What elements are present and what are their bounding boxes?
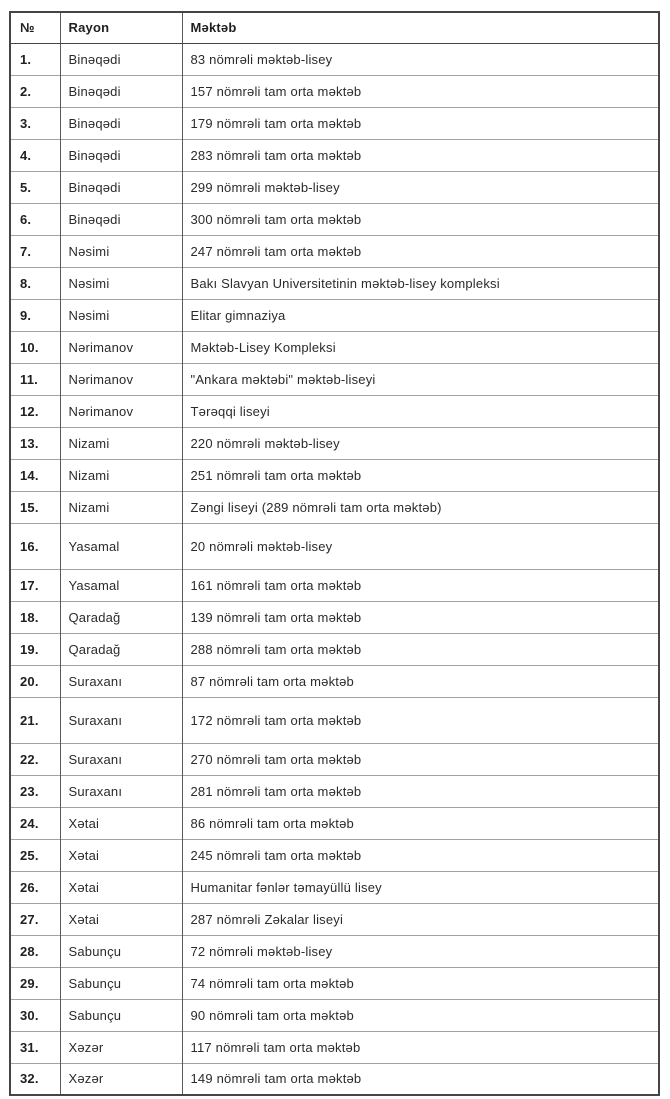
row-number-cell: 17. bbox=[10, 569, 60, 601]
row-school-cell: 172 nömrəli tam orta məktəb bbox=[182, 697, 659, 743]
row-rayon-cell: Sabunçu bbox=[60, 935, 182, 967]
table-row bbox=[10, 459, 659, 491]
table-row bbox=[10, 171, 659, 203]
row-school-cell: Elitar gimnaziya bbox=[182, 299, 659, 331]
row-rayon-cell: Xəzər bbox=[60, 1063, 182, 1095]
row-rayon-cell: Xətai bbox=[60, 839, 182, 871]
table-row bbox=[10, 491, 659, 523]
row-rayon-cell: Suraxanı bbox=[60, 775, 182, 807]
row-rayon-cell: Binəqədi bbox=[60, 75, 182, 107]
table-row bbox=[10, 633, 659, 665]
table-row bbox=[10, 107, 659, 139]
row-rayon-cell: Nərimanov bbox=[60, 331, 182, 363]
row-number-cell: 27. bbox=[10, 903, 60, 935]
table-row bbox=[10, 697, 659, 743]
row-rayon-cell: Nəsimi bbox=[60, 299, 182, 331]
table-row bbox=[10, 903, 659, 935]
row-school-cell: Zəngi liseyi (289 nömrəli tam orta məktəb) bbox=[182, 491, 659, 523]
table-row bbox=[10, 839, 659, 871]
row-rayon-cell: Yasamal bbox=[60, 569, 182, 601]
column-header-school: Məktəb bbox=[182, 12, 659, 43]
row-rayon-cell: Suraxanı bbox=[60, 697, 182, 743]
row-school-cell: Bakı Slavyan Universitetinin məktəb-lisey kompleksi bbox=[182, 267, 659, 299]
row-school-cell: 287 nömrəli Zəkalar liseyi bbox=[182, 903, 659, 935]
row-number-cell: 30. bbox=[10, 999, 60, 1031]
table-row bbox=[10, 807, 659, 839]
row-school-cell: Humanitar fənlər təmayüllü lisey bbox=[182, 871, 659, 903]
row-rayon-cell: Sabunçu bbox=[60, 967, 182, 999]
table-body bbox=[10, 43, 659, 1095]
row-number-cell: 22. bbox=[10, 743, 60, 775]
table-row bbox=[10, 935, 659, 967]
row-school-cell: 288 nömrəli tam orta məktəb bbox=[182, 633, 659, 665]
row-school-cell: 72 nömrəli məktəb-lisey bbox=[182, 935, 659, 967]
row-school-cell: 283 nömrəli tam orta məktəb bbox=[182, 139, 659, 171]
row-school-cell: 157 nömrəli tam orta məktəb bbox=[182, 75, 659, 107]
row-number-cell: 16. bbox=[10, 523, 60, 569]
row-rayon-cell: Xətai bbox=[60, 871, 182, 903]
table-row bbox=[10, 569, 659, 601]
row-number-cell: 9. bbox=[10, 299, 60, 331]
row-number-cell: 24. bbox=[10, 807, 60, 839]
row-rayon-cell: Sabunçu bbox=[60, 999, 182, 1031]
row-number-cell: 25. bbox=[10, 839, 60, 871]
row-number-cell: 3. bbox=[10, 107, 60, 139]
table-header bbox=[10, 12, 659, 43]
row-school-cell: 179 nömrəli tam orta məktəb bbox=[182, 107, 659, 139]
row-number-cell: 4. bbox=[10, 139, 60, 171]
row-number-cell: 29. bbox=[10, 967, 60, 999]
row-number-cell: 13. bbox=[10, 427, 60, 459]
table-row bbox=[10, 427, 659, 459]
row-number-cell: 32. bbox=[10, 1063, 60, 1095]
table-row bbox=[10, 967, 659, 999]
row-school-cell: 20 nömrəli məktəb-lisey bbox=[182, 523, 659, 569]
table-row bbox=[10, 203, 659, 235]
row-number-cell: 2. bbox=[10, 75, 60, 107]
row-rayon-cell: Binəqədi bbox=[60, 203, 182, 235]
row-school-cell: 245 nömrəli tam orta məktəb bbox=[182, 839, 659, 871]
row-rayon-cell: Nərimanov bbox=[60, 395, 182, 427]
row-rayon-cell: Binəqədi bbox=[60, 43, 182, 75]
row-school-cell: 300 nömrəli tam orta məktəb bbox=[182, 203, 659, 235]
table-row bbox=[10, 665, 659, 697]
row-number-cell: 20. bbox=[10, 665, 60, 697]
row-school-cell: 270 nömrəli tam orta məktəb bbox=[182, 743, 659, 775]
row-rayon-cell: Nəsimi bbox=[60, 267, 182, 299]
table-row bbox=[10, 395, 659, 427]
row-number-cell: 18. bbox=[10, 601, 60, 633]
row-number-cell: 23. bbox=[10, 775, 60, 807]
table-row bbox=[10, 775, 659, 807]
table-row bbox=[10, 743, 659, 775]
table-row bbox=[10, 1031, 659, 1063]
table-row bbox=[10, 267, 659, 299]
row-number-cell: 5. bbox=[10, 171, 60, 203]
table-row bbox=[10, 871, 659, 903]
column-header-rayon: Rayon bbox=[60, 12, 182, 43]
row-school-cell: 139 nömrəli tam orta məktəb bbox=[182, 601, 659, 633]
row-school-cell: 87 nömrəli tam orta məktəb bbox=[182, 665, 659, 697]
table-row bbox=[10, 235, 659, 267]
row-school-cell: Tərəqqi liseyi bbox=[182, 395, 659, 427]
row-school-cell: 90 nömrəli tam orta məktəb bbox=[182, 999, 659, 1031]
row-number-cell: 28. bbox=[10, 935, 60, 967]
row-number-cell: 1. bbox=[10, 43, 60, 75]
row-number-cell: 15. bbox=[10, 491, 60, 523]
table-row bbox=[10, 523, 659, 569]
table-row bbox=[10, 1063, 659, 1095]
row-rayon-cell: Nərimanov bbox=[60, 363, 182, 395]
table-row bbox=[10, 999, 659, 1031]
row-school-cell: 281 nömrəli tam orta məktəb bbox=[182, 775, 659, 807]
row-number-cell: 6. bbox=[10, 203, 60, 235]
row-rayon-cell: Binəqədi bbox=[60, 139, 182, 171]
row-number-cell: 31. bbox=[10, 1031, 60, 1063]
row-school-cell: 83 nömrəli məktəb-lisey bbox=[182, 43, 659, 75]
table-row bbox=[10, 43, 659, 75]
row-school-cell: 161 nömrəli tam orta məktəb bbox=[182, 569, 659, 601]
header-row bbox=[10, 12, 659, 43]
row-rayon-cell: Qaradağ bbox=[60, 601, 182, 633]
row-rayon-cell: Suraxanı bbox=[60, 665, 182, 697]
row-rayon-cell: Xəzər bbox=[60, 1031, 182, 1063]
row-rayon-cell: Xətai bbox=[60, 903, 182, 935]
row-number-cell: 14. bbox=[10, 459, 60, 491]
table-row bbox=[10, 139, 659, 171]
row-rayon-cell: Nizami bbox=[60, 491, 182, 523]
row-number-cell: 26. bbox=[10, 871, 60, 903]
row-school-cell: 247 nömrəli tam orta məktəb bbox=[182, 235, 659, 267]
row-number-cell: 11. bbox=[10, 363, 60, 395]
row-number-cell: 12. bbox=[10, 395, 60, 427]
table-row bbox=[10, 601, 659, 633]
row-school-cell: 86 nömrəli tam orta məktəb bbox=[182, 807, 659, 839]
row-rayon-cell: Qaradağ bbox=[60, 633, 182, 665]
row-school-cell: 299 nömrəli məktəb-lisey bbox=[182, 171, 659, 203]
row-number-cell: 8. bbox=[10, 267, 60, 299]
row-rayon-cell: Xətai bbox=[60, 807, 182, 839]
row-school-cell: Məktəb-Lisey Kompleksi bbox=[182, 331, 659, 363]
row-rayon-cell: Nəsimi bbox=[60, 235, 182, 267]
table-row bbox=[10, 331, 659, 363]
schools-table bbox=[9, 11, 660, 1096]
row-number-cell: 19. bbox=[10, 633, 60, 665]
row-school-cell: 117 nömrəli tam orta məktəb bbox=[182, 1031, 659, 1063]
row-number-cell: 21. bbox=[10, 697, 60, 743]
row-number-cell: 10. bbox=[10, 331, 60, 363]
row-school-cell: 149 nömrəli tam orta məktəb bbox=[182, 1063, 659, 1095]
row-rayon-cell: Nizami bbox=[60, 459, 182, 491]
row-school-cell: 74 nömrəli tam orta məktəb bbox=[182, 967, 659, 999]
column-header-number: № bbox=[10, 12, 60, 43]
table-row bbox=[10, 299, 659, 331]
row-school-cell: "Ankara məktəbi" məktəb-liseyi bbox=[182, 363, 659, 395]
table-row bbox=[10, 75, 659, 107]
row-rayon-cell: Binəqədi bbox=[60, 171, 182, 203]
row-rayon-cell: Suraxanı bbox=[60, 743, 182, 775]
row-school-cell: 220 nömrəli məktəb-lisey bbox=[182, 427, 659, 459]
table-row bbox=[10, 363, 659, 395]
row-rayon-cell: Yasamal bbox=[60, 523, 182, 569]
row-rayon-cell: Nizami bbox=[60, 427, 182, 459]
row-number-cell: 7. bbox=[10, 235, 60, 267]
row-school-cell: 251 nömrəli tam orta məktəb bbox=[182, 459, 659, 491]
row-rayon-cell: Binəqədi bbox=[60, 107, 182, 139]
